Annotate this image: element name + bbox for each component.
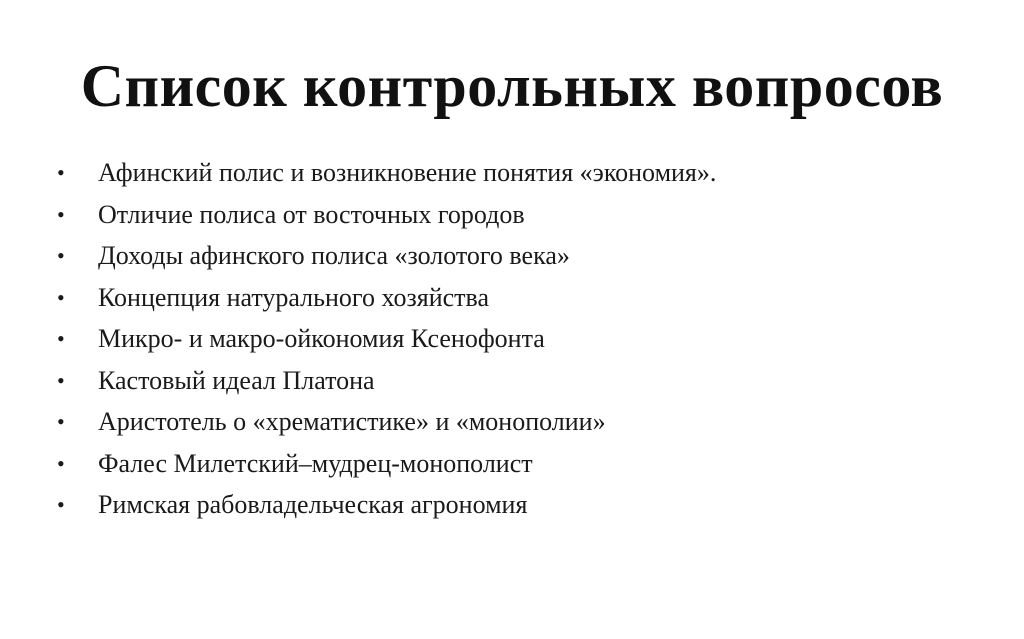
bullet-icon: • <box>57 409 65 434</box>
list-item <box>57 484 997 526</box>
list-item <box>57 235 997 277</box>
list-item <box>57 360 997 402</box>
list-item <box>57 152 997 194</box>
bullet-icon: • <box>57 367 65 393</box>
list-item-text: Римская рабовладельческая агрономия <box>98 490 528 519</box>
list-item-text: Отличие полиса от восточных городов <box>98 199 525 229</box>
list-item <box>57 401 997 443</box>
list-item-text: Кастовый идеал Платона <box>98 365 375 395</box>
list-item <box>57 194 997 236</box>
list-item <box>57 277 997 319</box>
list-item-text: Концепция натурального хозяйства <box>98 282 489 312</box>
bullet-icon: • <box>57 326 65 351</box>
bullet-icon: • <box>57 201 65 227</box>
list-item-text: Доходы афинского полиса «золотого века» <box>98 241 570 270</box>
list-item <box>57 318 997 360</box>
list-item-text: Микро- и макро-ойкономия Ксенофонта <box>98 324 545 353</box>
bullet-icon: • <box>57 243 65 268</box>
bullet-icon: • <box>57 284 65 310</box>
list-item-text: Фалес Милетский–мудрец-монополист <box>98 448 533 478</box>
list-item-text: Афинский полис и возникновение понятия «экономия». <box>98 158 717 187</box>
slide-title: Список контрольных вопросов <box>80 53 944 119</box>
bullet-icon: • <box>57 450 65 476</box>
question-list <box>57 152 997 526</box>
bullet-icon: • <box>57 492 65 517</box>
list-item <box>57 443 997 485</box>
bullet-icon: • <box>57 160 65 185</box>
list-item-text: Аристотель о «хрематистике» и «монополии» <box>98 407 606 436</box>
